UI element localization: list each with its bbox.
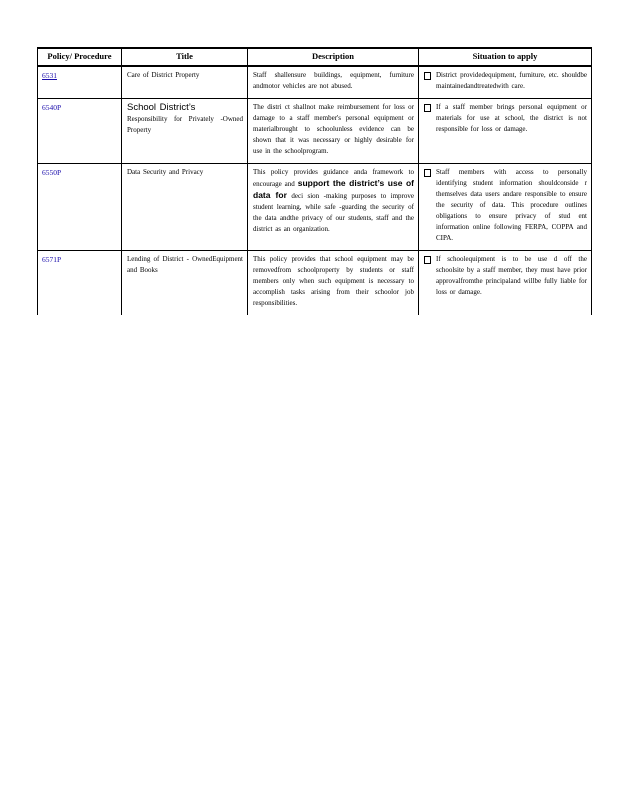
description-cell: This policy provides that school equipment may be removedfrom schoolproperty by students or staff members only when such equipment is necessary to accomplish tasks arising from their schoolor job responsibilities. (248, 251, 419, 316)
header-title: Title (122, 48, 248, 66)
policy-code-cell (38, 251, 122, 316)
policy-code-cell (38, 99, 122, 164)
description-bold: support the district’s use of data for (253, 178, 414, 200)
policy-link-6531[interactable]: 6531 (42, 71, 57, 80)
description-cell: The distri ct shallnot make reimbursement for loss or damage to a staff member's personal equipment or materialbrought to schoolunless evidence can be shown that it was necessary or highly desirable for use in the schoolprogram. (248, 99, 419, 164)
policy-code-cell (38, 164, 122, 251)
title-rest: Responsibility for Privately -Owned Property (127, 115, 243, 134)
situation-cell (419, 251, 592, 316)
title-cell: Lending of District - OwnedEquipment and Books (122, 251, 248, 316)
description-cell: Staff shallensure buildings, equipment, furniture andmotor vehicles are not abused. (248, 66, 419, 99)
situation-text: If schoolequipment is to be use d off the schoolsite by a staff member, they must have prior approvalfromthe principaland willbe fully liable for loss or damage. (436, 255, 587, 296)
situation-bullet (424, 102, 587, 135)
header-description: Description (248, 48, 419, 66)
checkbox-bullet-icon (424, 169, 431, 177)
header-situation: Situation to apply (419, 48, 592, 66)
policy-code-cell (38, 66, 122, 99)
situation-bullet (424, 167, 587, 244)
situation-text: District providedequipment, furniture, etc. shouldbe maintainedandtreatedwith care. (436, 71, 587, 90)
situation-text: If a staff member brings personal equipment or materials for use at school, the district is not responsible for loss or damage. (436, 103, 587, 133)
situation-cell (419, 164, 592, 251)
title-cell: Data Security and Privacy (122, 164, 248, 251)
table-row (38, 251, 592, 316)
description-lead: This policy provides guidance anda framework to encourage and (253, 168, 414, 188)
description-rest: deci sion -making purposes to improve student learning, while safe -guarding the security of the data andthe privacy of our students, staff and the district as an organization. (253, 192, 414, 233)
situation-bullet (424, 70, 587, 92)
situation-cell (419, 99, 592, 164)
header-policy: Policy/ Procedure (38, 48, 122, 66)
document-page (37, 47, 591, 315)
table-row (38, 164, 592, 251)
policy-code: 6571P (42, 255, 62, 264)
title-cell (122, 99, 248, 164)
title-lead: School District’s (127, 102, 196, 113)
title-cell: Care of District Property (122, 66, 248, 99)
policy-table (37, 47, 592, 315)
situation-bullet (424, 254, 587, 298)
policy-code: 6550P (42, 168, 62, 177)
policy-code: 6540P (42, 103, 62, 112)
checkbox-bullet-icon (424, 256, 431, 264)
description-cell (248, 164, 419, 251)
table-header-row (38, 48, 592, 66)
situation-cell (419, 66, 592, 99)
table-row (38, 99, 592, 164)
situation-text: Staff members with access to personally identifying student information shouldconside r themselves data users andare responsible to ensure the security of data. This procedure outlines obligations to ensure privacy of stud ent information online following FERPA, COPPA and CIPA. (436, 168, 587, 242)
checkbox-bullet-icon (424, 104, 431, 112)
checkbox-bullet-icon (424, 72, 431, 80)
table-row (38, 66, 592, 99)
